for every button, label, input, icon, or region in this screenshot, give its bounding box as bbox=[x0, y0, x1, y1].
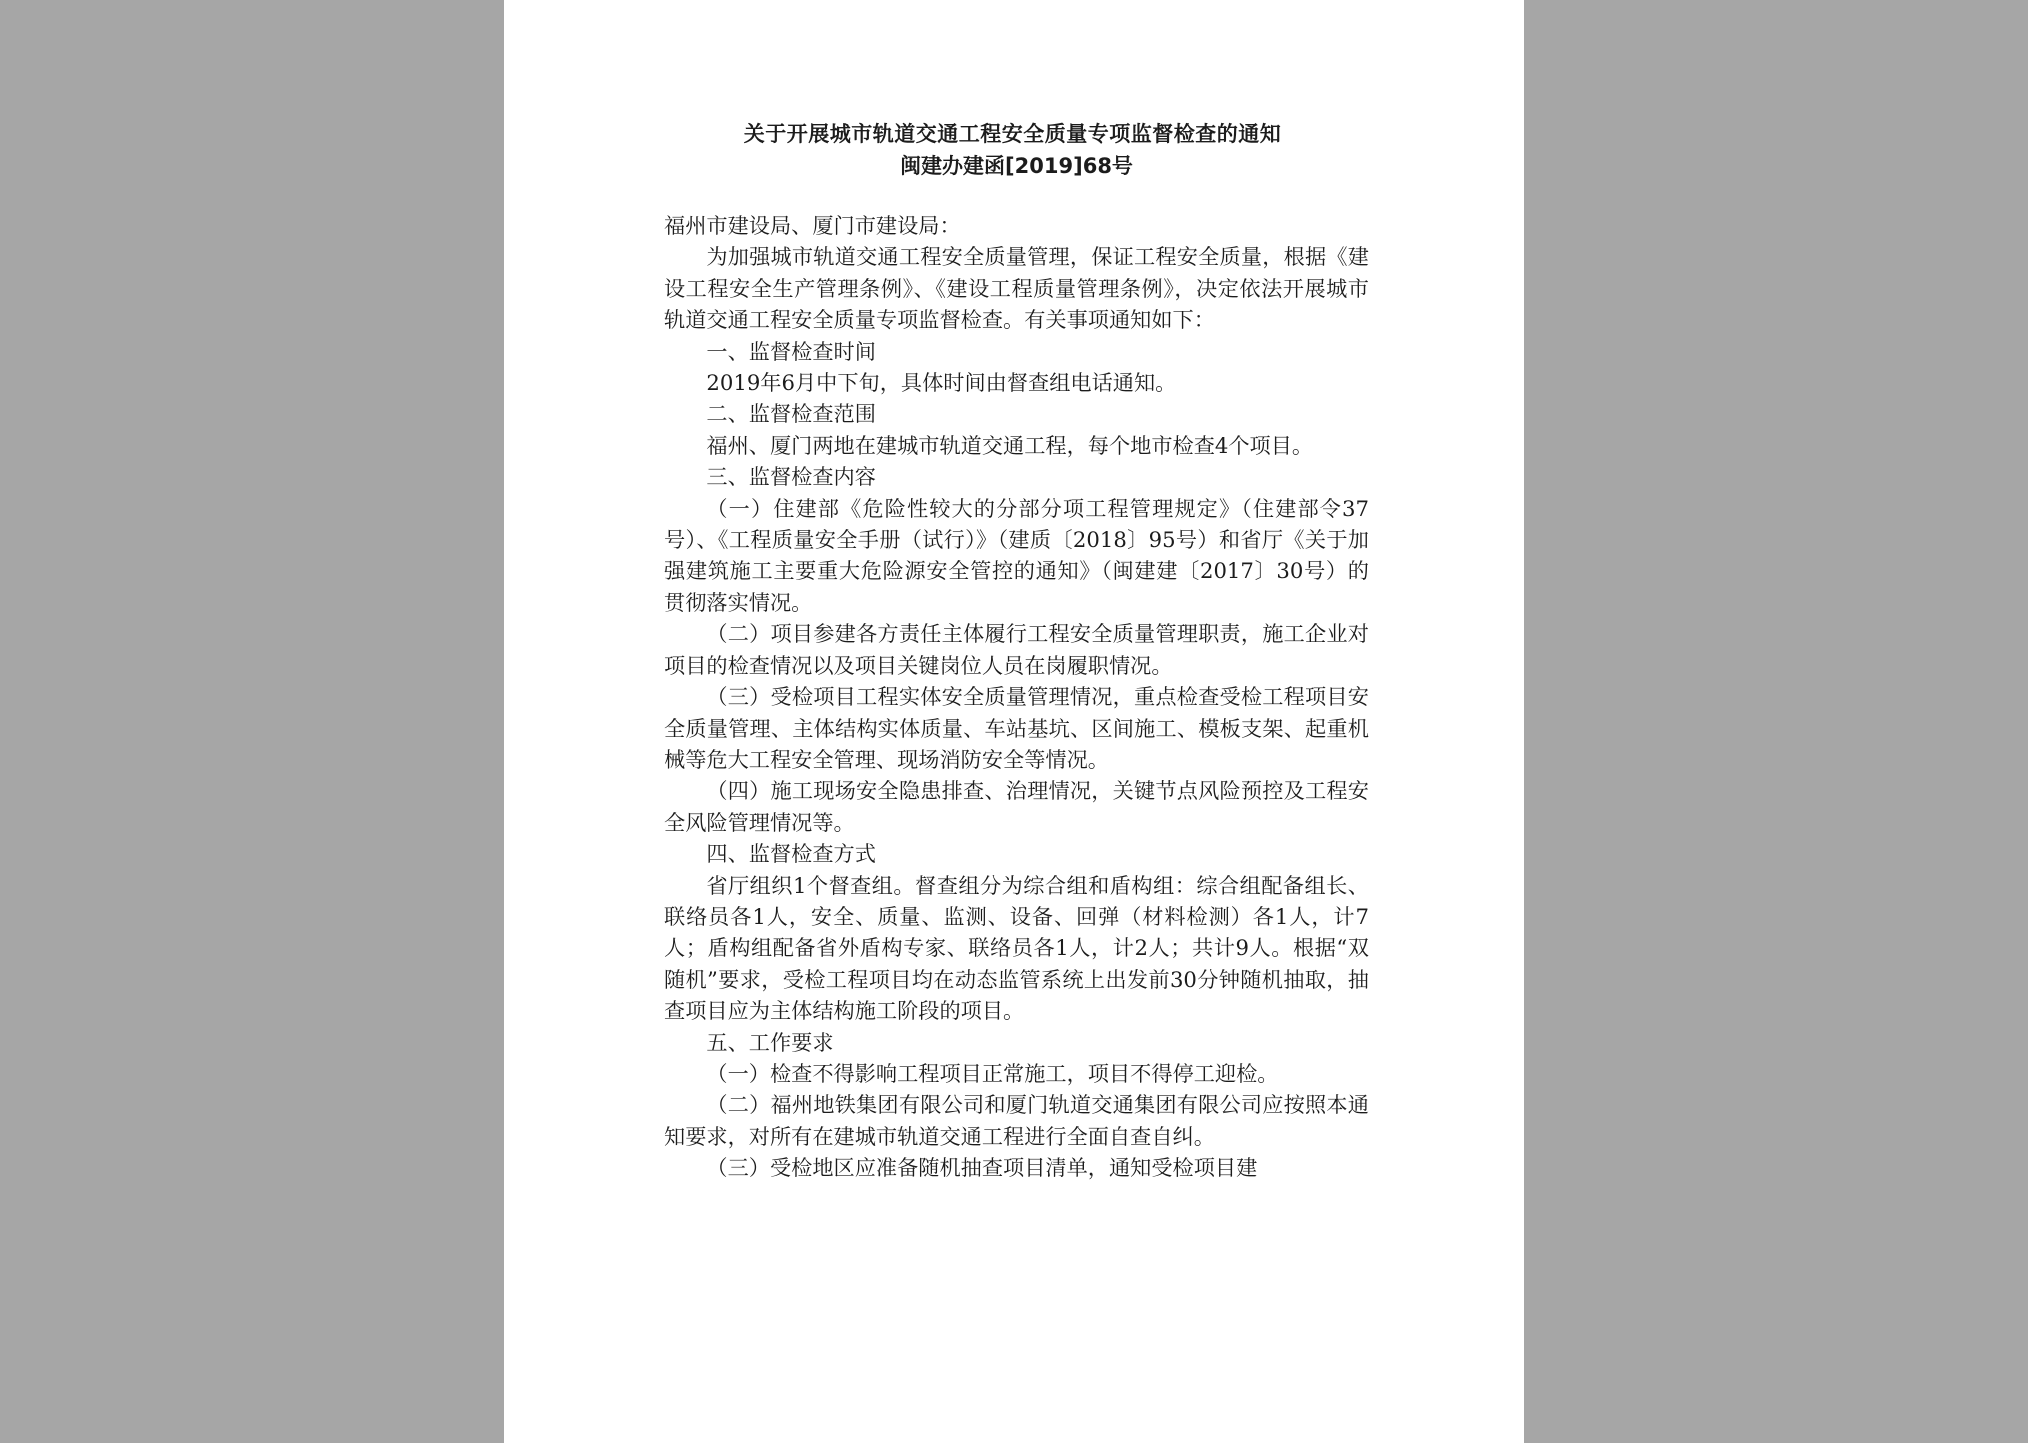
document-number: 闽建办建函[2019]68号 bbox=[900, 154, 1133, 178]
paragraph: 2019年6月中下旬，具体时间由督查组电话通知。 bbox=[706, 370, 1177, 396]
document-page bbox=[504, 0, 1524, 1443]
paragraph: 福州市建设局、厦门市建设局： bbox=[664, 213, 961, 238]
paragraph: 为加强城市轨道交通工程安全质量管理，保证工程安全质量，根据《建设工程安全生产管理条例》、《建设工程质量管理条例》，决定依法开展城市轨道交通工程安全质量专项监督检查。有关事项通知如下： bbox=[664, 244, 1369, 333]
paragraph: （三）受检项目工程实体安全质量管理情况，重点检查受检工程项目安全质量管理、主体结构实体质量、车站基坑、区间施工、模板支架、起重机械等危大工程安全管理、现场消防安全等情况。 bbox=[664, 684, 1369, 772]
paragraph: （一）检查不得影响工程项目正常施工，项目不得停工迎检。 bbox=[706, 1060, 1279, 1086]
document-title: 关于开展城市轨道交通工程安全质量专项监督检查的通知 bbox=[743, 122, 1282, 146]
paragraph: （四）施工现场安全隐患排查、治理情况，关键节点风险预控及工程安全风险管理情况等。 bbox=[664, 778, 1369, 835]
paragraph: 三、监督检查内容 bbox=[706, 464, 876, 490]
paragraph: （二）福州地铁集团有限公司和厦门轨道交通集团有限公司应按照本通知要求，对所有在建城市轨道交通工程进行全面自查自纠。 bbox=[664, 1092, 1369, 1149]
paragraph: 省厅组织1个督查组。督查组分为综合组和盾构组：综合组配备组长、联络员各1人，安全、质量、监测、设备、回弹（材料检测）各1人，计7人；盾构组配备省外盾构专家、联络员各1人，计2人；共计9人。根据“双随机”要求，受检工程项目均在动态监管系统上出发前30分钟随机抽取，抽查项目应为主体结构施工阶段的项目。 bbox=[664, 872, 1369, 1024]
paragraph: （三）受检地区应准备随机抽查项目清单，通知受检项目建 bbox=[706, 1155, 1258, 1181]
paragraph: 一、监督检查时间 bbox=[706, 338, 876, 364]
paragraph: （一）住建部《危险性较大的分部分项工程管理规定》（住建部令37号）、《工程质量安全手册（试行）》（建质〔2018〕95号）和省厅《关于加强建筑施工主要重大危险源安全管控的通知》（闽建建〔2017〕30号）的贯彻落实情况。 bbox=[664, 495, 1369, 615]
paragraph: 四、监督检查方式 bbox=[706, 841, 876, 867]
paragraph: 五、工作要求 bbox=[706, 1029, 834, 1055]
paragraph: （二）项目参建各方责任主体履行工程安全质量管理职责，施工企业对项目的检查情况以及项目关键岗位人员在岗履职情况。 bbox=[664, 621, 1369, 678]
document-body bbox=[664, 210, 1369, 1184]
document-content bbox=[664, 118, 1369, 1184]
paragraph: 二、监督检查范围 bbox=[706, 401, 876, 427]
paragraph: 福州、厦门两地在建城市轨道交通工程，每个地市检查4个项目。 bbox=[706, 432, 1314, 458]
